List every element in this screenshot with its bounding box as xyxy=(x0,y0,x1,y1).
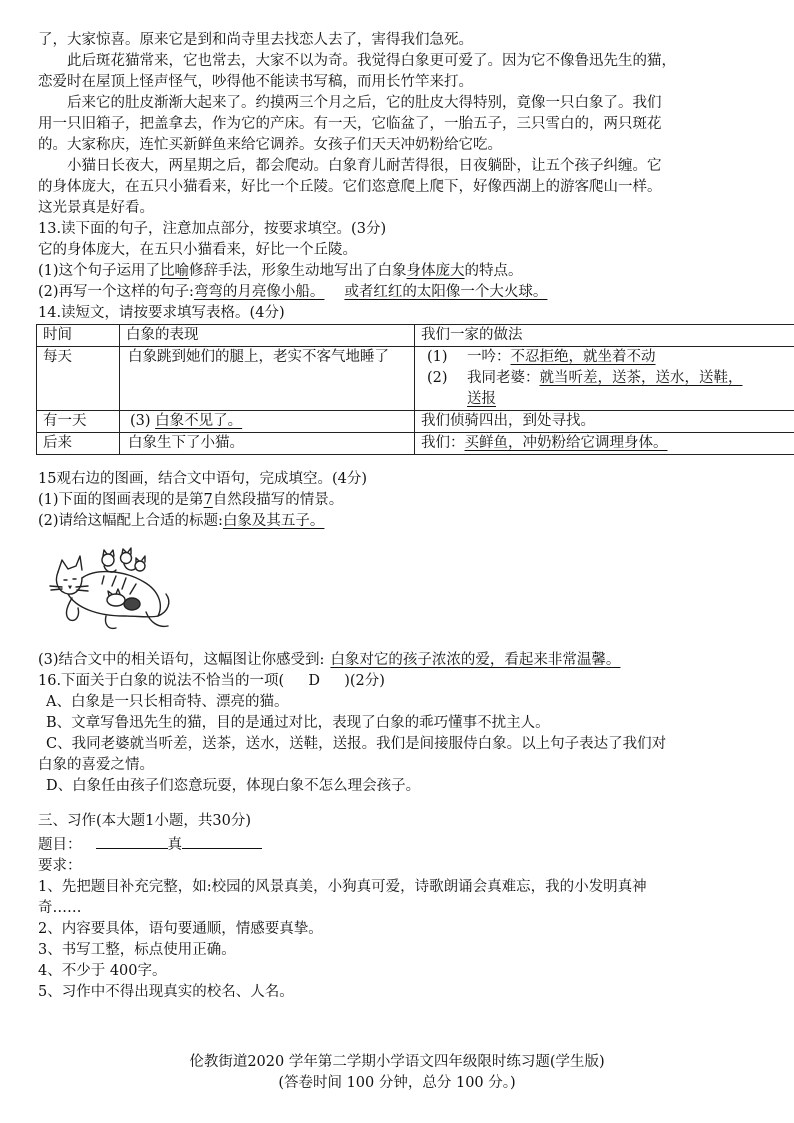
essay-topic-blank-2 xyxy=(182,832,262,849)
essay-topic xyxy=(38,832,768,856)
essay-req-4: 4、不少于 400字。 xyxy=(38,963,167,979)
row3-family-answer: 买鲜鱼，冲奶粉给它调理身体。 xyxy=(464,435,668,451)
q13-sentence: 它的身体庞大，在五只小猫看来，好比一个丘陵。 xyxy=(38,242,357,258)
table-row xyxy=(37,347,794,411)
header-cat-behavior: 白象的表现 xyxy=(120,325,415,347)
q13-answer-feature: 身体庞大 xyxy=(406,263,465,279)
row1-sub1-prefix: 一吟： xyxy=(467,349,511,365)
q13-line-2 xyxy=(38,282,768,303)
q16-title xyxy=(38,671,768,692)
passage-para-3-line-3: 这光景真是好看。 xyxy=(38,200,154,216)
q15-line-3 xyxy=(38,650,768,671)
row1-sub2-prefix: 我同老婆： xyxy=(467,370,540,386)
footer-exam-info: (答卷时间 100 分钟，总分 100 分。) xyxy=(278,1075,516,1091)
q15-answer-title: 白象及其五子。 xyxy=(222,513,325,529)
q14-table xyxy=(36,324,794,455)
q13-answer-sentence-2: 或者红红的太阳像一个大火球。 xyxy=(344,284,548,300)
table-header-row xyxy=(37,325,794,347)
table-row xyxy=(37,433,794,455)
essay-topic-label: 题目： xyxy=(38,837,82,853)
q14-title: 14.读短文，请按要求填写表格。(4分) xyxy=(38,305,285,321)
q15-answer-feeling: 白象对它的孩子浓浓的爱，看起来非常温馨。 xyxy=(330,652,621,668)
essay-section-title: 三、习作(本大题1小题，共30分) xyxy=(38,813,251,829)
row3-cat: 白象生下了小猫。 xyxy=(120,433,415,455)
row2-cat-answer: 白象不见了。 xyxy=(155,413,243,429)
q15-l1-prefix: (1)下面的图画表现的是第 xyxy=(38,492,204,508)
row1-sub2-answer-cont: 送报 xyxy=(467,391,496,407)
passage-para-2-line-3: 的。大家称庆，连忙买新鲜鱼来给它调养。女孩子们天天冲奶粉给它吃。 xyxy=(38,137,502,153)
essay-req-3: 3、书写工整，标点使用正确。 xyxy=(38,942,236,958)
essay-topic-blank-1 xyxy=(96,832,168,849)
q13-l1-middle: 修辞手法，形象生动地写出了白象 xyxy=(189,263,407,279)
row3-family xyxy=(415,433,794,455)
passage-para-0: 了，大家惊喜。原来它是到和尚寺里去找恋人去了，害得我们急死。 xyxy=(38,32,473,48)
row2-cat xyxy=(120,411,415,433)
q15-line-2 xyxy=(38,511,768,532)
q13-l1-suffix: 的特点。 xyxy=(464,263,523,279)
q16-option-c: C、我同老婆就当听差，送茶，送水，送鞋，送报。我们是间接服侍白象。以上句子表达了我们对 xyxy=(46,736,667,752)
row3-time: 后来 xyxy=(37,433,120,455)
row1-time: 每天 xyxy=(37,347,120,411)
row1-sub1-num: (1) xyxy=(427,349,448,365)
q16-option-a: A、白象是一只长相奇特、漂亮的猫。 xyxy=(46,694,289,710)
row1-cat: 白象跳到她们的腿上，老实不客气地睡了 xyxy=(120,347,415,411)
q13-l2-prefix: (2)再写一个这样的句子: xyxy=(38,284,194,300)
passage-para-2-line-1: 后来它的肚皮渐渐大起来了。约摸两三个月之后，它的肚皮大得特别，竟像一只白象了。我们 xyxy=(67,95,662,111)
q13-line-1 xyxy=(38,261,768,282)
header-time: 时间 xyxy=(37,325,120,347)
q16-option-d: D、白象任由孩子们恣意玩耍，体现白象不怎么理会孩子。 xyxy=(46,778,421,794)
q16-title-suffix: )(2分) xyxy=(344,673,385,689)
q15-l2-prefix: (2)请给这幅配上合适的标题: xyxy=(38,513,223,529)
q15-line-1 xyxy=(38,490,768,511)
row2-family: 我们侦骑四出，到处寻找。 xyxy=(415,411,794,433)
passage-para-2-line-2: 用一只旧箱子，把盖拿去，作为它的产床。有一天，它临盆了，一胎五子，三只雪白的，两只斑花 xyxy=(38,116,662,132)
essay-req-2: 2、内容要具体，语句要通顺，情感要真挚。 xyxy=(38,921,323,937)
row1-sub2-answer: 就当听差，送茶，送水，送鞋， xyxy=(539,370,743,386)
row1-family xyxy=(415,347,794,411)
q16-option-c-cont: 白象的喜爱之情。 xyxy=(38,757,154,773)
row1-sub2-num: (2) xyxy=(427,370,448,386)
q13-answer-sentence-1: 弯弯的月亮像小船。 xyxy=(193,284,325,300)
passage-para-3-line-1: 小猫日长夜大，两星期之后，都会爬动。白象育儿耐苦得很，日夜躺卧，让五个孩子纠缠。它 xyxy=(67,158,662,174)
q15-l1-suffix: 自然段描写的情景。 xyxy=(212,492,344,508)
passage-para-3-line-2: 的身体庞大，在五只小猫看来，好比一个丘陵。它们恣意爬上爬下，好像西湖上的游客爬山一样。 xyxy=(38,179,662,195)
q15-answer-paragraph: 7 xyxy=(203,492,213,508)
q16-answer: D xyxy=(308,673,321,689)
q16-title-prefix: 16.下面关于白象的说法不恰当的一项( xyxy=(38,673,285,689)
q13-l1-prefix: (1)这个句子运用了 xyxy=(38,263,161,279)
footer-exam-title: 伦教街道2020 学年第二学期小学语文四年级限时练习题(学生版) xyxy=(189,1054,605,1070)
row2-cat-num: (3) xyxy=(130,413,151,429)
cat-with-kittens-illustration xyxy=(46,542,176,637)
table-row xyxy=(37,411,794,433)
header-family-action: 我们一家的做法 xyxy=(415,325,794,347)
essay-req-1: 1、先把题目补充完整，如:校园的风景真美，小狗真可爱，诗歌朗诵会真难忘，我的小发明真神 xyxy=(38,879,647,895)
essay-req-5: 5、习作中不得出现真实的校名、人名。 xyxy=(38,984,294,1000)
passage-para-1-line-1: 此后斑花猫常来，它也常去，大家不以为奇。我觉得白象更可爱了。因为它不像鲁迅先生的猫， xyxy=(67,53,676,69)
essay-topic-middle: 真 xyxy=(167,837,182,853)
row3-family-prefix: 我们： xyxy=(421,435,465,451)
row2-time: 有一天 xyxy=(37,411,120,433)
essay-req-1-cont: 奇…… xyxy=(38,900,82,916)
worksheet-page xyxy=(38,30,768,1003)
essay-requirements-label: 要求： xyxy=(38,858,82,874)
q15-title: 15观右边的图画，结合文中语句，完成填空。(4分) xyxy=(38,471,367,487)
q13-title: 13.读下面的句子，注意加点部分，按要求填空。(3分) xyxy=(38,221,387,237)
passage-para-1-line-2: 恋爱时在屋顶上怪声怪气，吵得他不能读书写稿，而用长竹竿来打。 xyxy=(38,74,473,90)
q15-l3-prefix: (3)结合文中的相关语句，这幅图让你感受到: xyxy=(38,652,325,668)
row1-sub1-answer: 不忍拒绝，就坐着不动 xyxy=(510,349,656,365)
q13-answer-rhetoric: 比喻 xyxy=(160,263,190,279)
q16-option-b: B、文章写鲁迅先生的猫，目的是通过对比，表现了白象的乖巧懂事不扰主人。 xyxy=(46,715,550,731)
